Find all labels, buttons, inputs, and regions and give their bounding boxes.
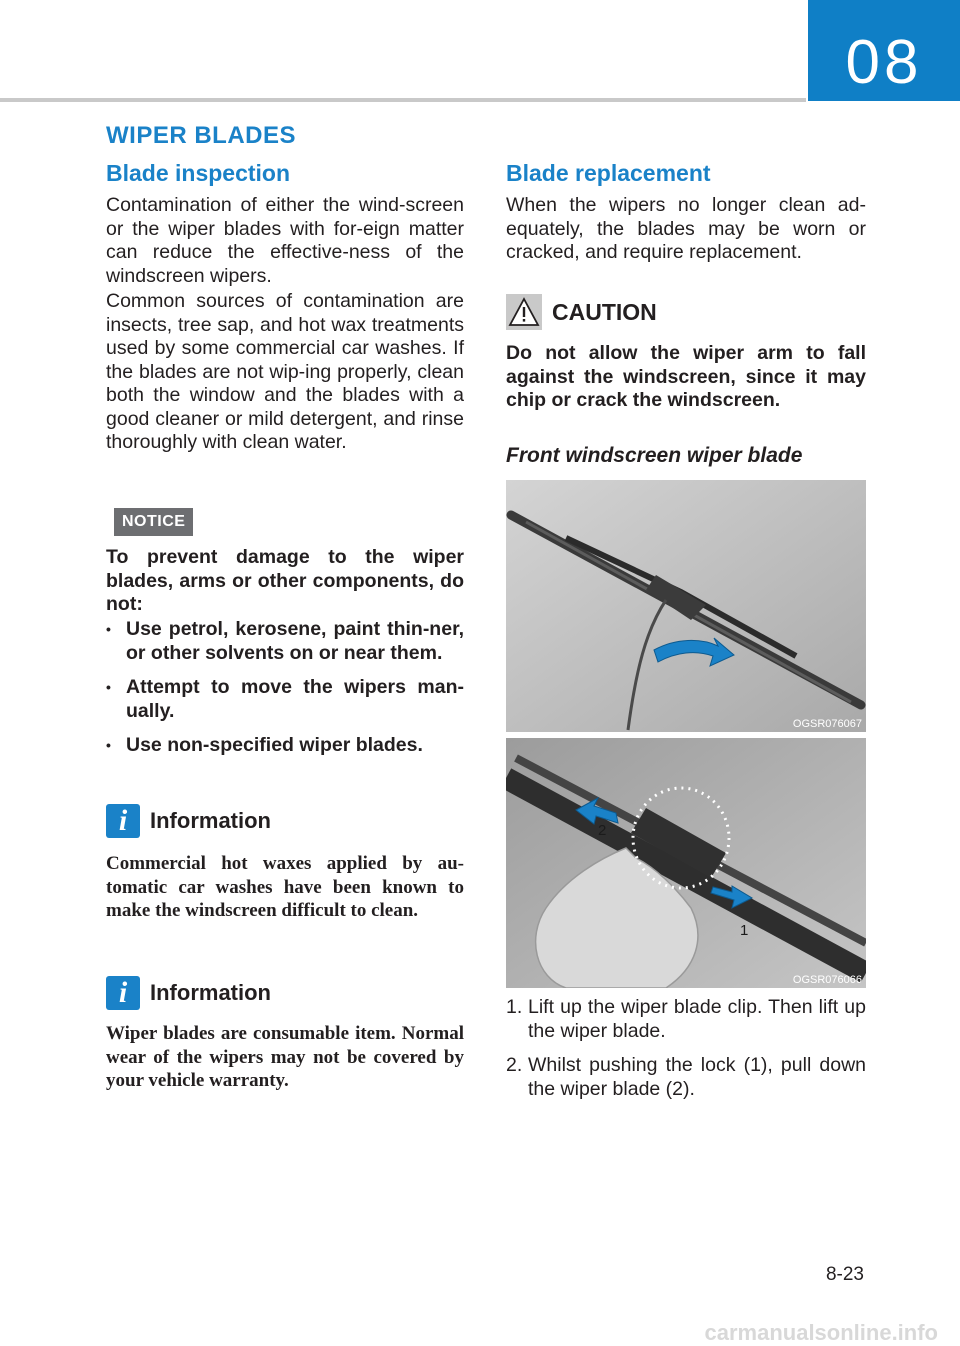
information-text-2: Wiper blades are consumable item. Normal wear of the wipers may not be covered by your vehicle warranty.	[106, 1023, 464, 1091]
step-text: Lift up the wiper blade clip. Then lift up the wiper blade.	[528, 996, 866, 1042]
blade-replacement-paragraph: When the wipers no longer clean ad-equately, the blades may be worn or cracked, and require replacement.	[506, 194, 866, 263]
blade-replacement-heading: Blade replacement	[506, 160, 711, 186]
watermark	[0, 1306, 960, 1346]
replacement-steps	[506, 996, 866, 1112]
information-text-1: Commercial hot waxes applied by au-tomatic car washes have been known to make the windscreen difficult to clean.	[106, 853, 464, 921]
header-rule	[0, 98, 806, 102]
blade-inspection-paragraph-1: Contamination of either the wind-screen or the wiper blades with for-eign matter can reduce the effective-ness of the windscreen wipers.	[106, 194, 464, 287]
information-icon: i	[106, 804, 140, 838]
wiper-blade-figure-1	[506, 480, 866, 732]
notice-item: • Use non-specified wiper blades.	[106, 734, 464, 758]
blade-inspection-paragraph-2: Common sources of contamination are insects, tree sap, and hot wax treatments used by some commercial car washes. If the blades are not wip-ing properly, clean both the window and the blades with a good cleaner or mild detergent, and rinse thoroughly with clean water.	[106, 290, 464, 453]
caution-header	[506, 294, 657, 330]
chapter-number: 08	[845, 28, 923, 97]
step-text: Whilst pushing the lock (1), pull down the wiper blade (2).	[528, 1054, 866, 1100]
step-number: 2.	[506, 1054, 523, 1076]
page-number: 8-23	[825, 1264, 864, 1285]
figure-callout-1: 1	[740, 922, 749, 939]
step-number: 1.	[506, 996, 523, 1018]
information-label: Information	[150, 808, 271, 833]
figure-code: OGSR076067	[792, 718, 862, 730]
section-title: WIPER BLADES	[106, 122, 297, 149]
notice-item: • Use petrol, kerosene, paint thin-ner, or other solvents on or near them.	[106, 618, 464, 665]
notice-badge: NOTICE	[114, 508, 193, 536]
information-header-2	[106, 976, 271, 1010]
information-icon: i	[106, 976, 140, 1010]
wiper-lift-illustration	[506, 480, 866, 732]
watermark-text: carmanualsonline.info	[704, 1320, 938, 1345]
caution-label: CAUTION	[552, 298, 657, 325]
information-label: Information	[150, 980, 271, 1005]
notice-item: • Attempt to move the wipers man-ually.	[106, 676, 464, 723]
figure-callout-2: 2	[598, 822, 607, 839]
wiper-release-illustration	[506, 738, 866, 988]
information-header-1	[106, 804, 271, 838]
wiper-blade-figure-2	[506, 738, 866, 988]
step-item	[506, 1054, 866, 1101]
notice-intro: To prevent damage to the wiper blades, arms or other components, do not:	[106, 546, 464, 615]
notice-list	[106, 618, 464, 769]
blade-inspection-heading: Blade inspection	[106, 160, 291, 186]
front-wiper-heading: Front windscreen wiper blade	[506, 444, 803, 467]
caution-text: Do not allow the wiper arm to fall against the windscreen, since it may chip or crack the windscreen.	[506, 342, 866, 411]
step-item	[506, 996, 866, 1043]
figure-code: OGSR076066	[792, 974, 862, 986]
warning-triangle-icon	[506, 294, 542, 330]
chapter-tab	[808, 0, 960, 101]
